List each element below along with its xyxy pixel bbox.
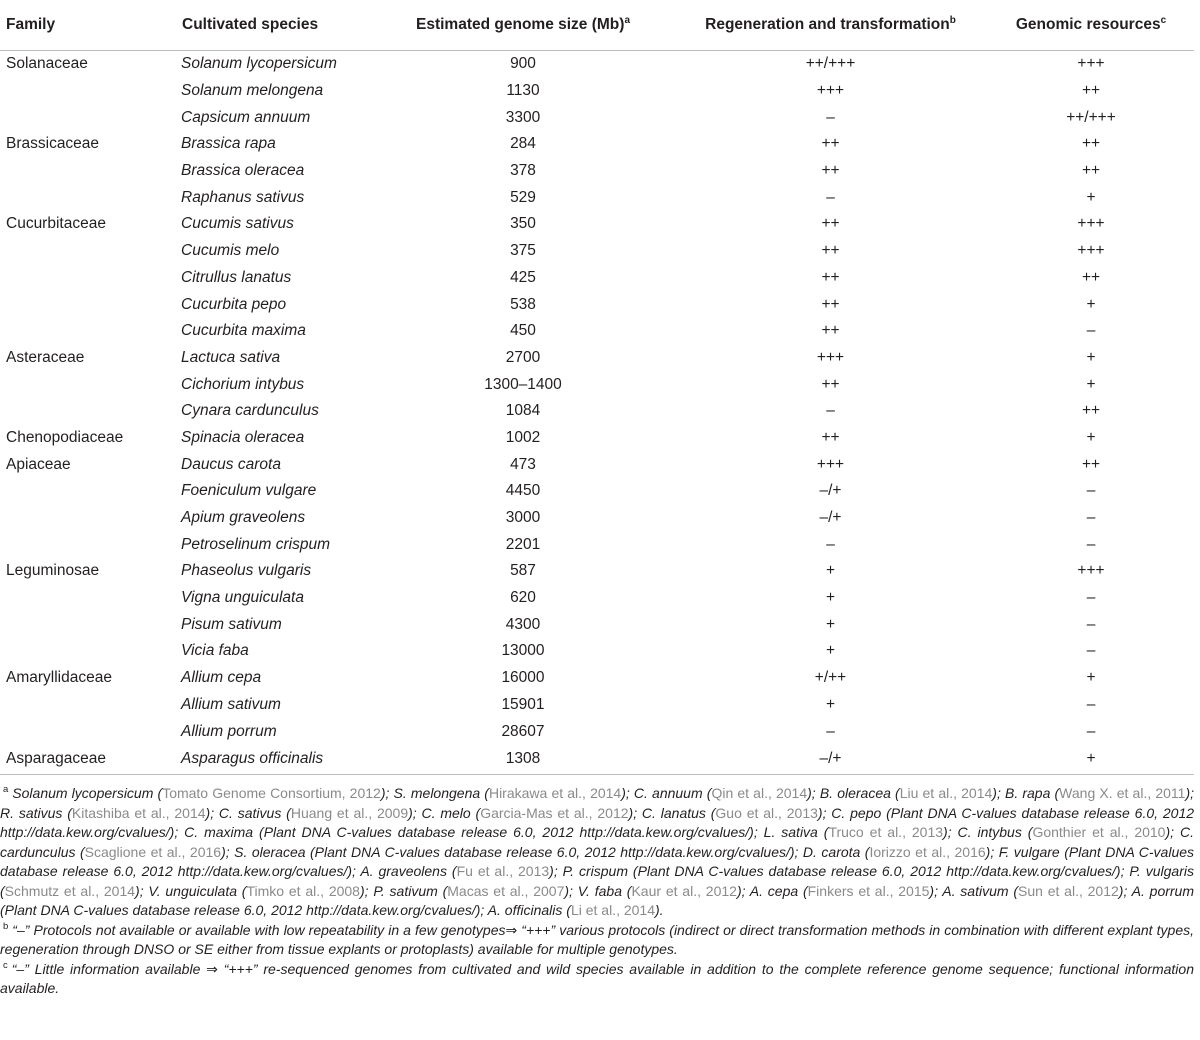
citation-link[interactable]: Guo et al., 2013 <box>715 804 818 821</box>
table-row <box>0 211 1194 238</box>
header-species: Cultivated species <box>155 0 373 51</box>
table-row <box>0 478 1194 505</box>
genome-size-cell: 2201 <box>505 535 541 553</box>
citation-link[interactable]: Scaglione et al., 2016 <box>84 843 222 860</box>
regeneration-cell: + <box>825 562 836 580</box>
footnote-b-marker: b <box>3 920 9 932</box>
footnote-text-segment: ); A. cepa ( <box>736 882 808 899</box>
family-cell <box>0 238 155 265</box>
genome-size-cell: 1300–1400 <box>484 375 562 393</box>
species-cell: Brassica rapa <box>181 135 276 153</box>
genome-size-cell: 450 <box>510 322 536 340</box>
footnote-text-segment: Solanum lycopersicum ( <box>12 785 163 801</box>
footnote-text-segment: ); S. melongena ( <box>380 785 489 801</box>
regeneration-cell: ++ <box>821 162 840 180</box>
genome-size-cell: 1308 <box>373 745 673 775</box>
regeneration-cell: + <box>825 695 836 713</box>
footnote-b <box>0 921 1194 960</box>
genomic-resources-cell: + <box>1086 348 1096 366</box>
table-row <box>0 745 1194 775</box>
regeneration-cell: ++ <box>821 242 840 260</box>
citation-link[interactable]: Garcia-Mas et al., 2012 <box>480 804 629 821</box>
table-row <box>0 291 1194 318</box>
species-cell: Vigna unguiculata <box>181 589 304 607</box>
genomic-resources-cell: + <box>988 745 1194 775</box>
footnote-text-segment: ); C. pepo (Plant DNA C-values database release 6.0, 2012 http://data.kew.org/cvalues/); C. maxima (Plant DNA C-values database release 6.0, 2012 http://data.kew.org/cvalues/); L. sativa ( <box>0 804 1195 840</box>
citation-link[interactable]: Gonthier et al., 2010 <box>1032 824 1166 840</box>
footnote-text-segment: ); S. oleracea (Plant DNA C-values database release 6.0, 2012 http://data.kew.org/cvalues/); D. carota ( <box>221 843 870 860</box>
regeneration-cell: –/+ <box>673 745 988 775</box>
genomic-resources-cell: +++ <box>1077 242 1105 260</box>
regeneration-cell: + <box>825 615 836 633</box>
footnote-text-segment: ); B. oleracea ( <box>807 785 900 801</box>
genomic-resources-cell: +++ <box>1077 562 1105 580</box>
species-cell: Cucumis sativus <box>181 215 294 233</box>
citation-link[interactable]: Tomato Genome Consortium, 2012 <box>162 785 381 801</box>
citation-link[interactable]: Hirakawa et al., 2014 <box>488 785 622 801</box>
footnote-text-segment: ); V. unguiculata ( <box>135 882 247 899</box>
genomic-resources-cell: ++ <box>1081 455 1101 473</box>
genome-size-cell: 375 <box>510 242 536 260</box>
species-cell: Solanum lycopersicum <box>181 55 337 73</box>
family-cell <box>0 505 155 532</box>
family-cell: Chenopodiaceae <box>6 428 124 446</box>
species-cell: Asparagus officinalis <box>155 745 373 775</box>
citation-link[interactable]: Fu et al., 2013 <box>456 863 550 879</box>
family-cell <box>0 638 155 665</box>
footnote-text-segment: ); C. sativus ( <box>205 804 291 821</box>
table-header-row <box>0 0 1194 51</box>
table-row <box>0 638 1194 665</box>
species-cell: Lactuca sativa <box>181 348 281 366</box>
genome-size-cell: 15901 <box>501 695 545 713</box>
genome-size-cell: 529 <box>510 188 536 206</box>
genomic-resources-cell: – <box>1086 322 1096 340</box>
species-cell: Solanum melongena <box>181 82 324 100</box>
table-row <box>0 531 1194 558</box>
regeneration-cell: ++ <box>821 215 840 233</box>
genomic-resources-cell: – <box>1086 509 1096 527</box>
genome-size-cell: 1130 <box>506 82 540 100</box>
species-cell: Cucumis melo <box>181 242 280 260</box>
citation-link[interactable]: Kitashiba et al., 2014 <box>71 804 206 821</box>
genomic-resources-cell: + <box>1086 669 1096 687</box>
species-cell: Capsicum annuum <box>181 108 311 126</box>
footnote-c-text: “–” Little information available ⇒ “+++” re-sequenced genomes from cultivated and wild species available in addition to the complete reference genome sequence; functional information available. <box>0 960 1194 996</box>
table-row <box>0 611 1194 638</box>
citation-link[interactable]: Truco et al., 2013 <box>828 824 944 840</box>
footnote-marker-b: b <box>949 14 956 26</box>
family-cell <box>0 318 155 345</box>
table-row <box>0 345 1194 372</box>
genome-size-cell: 900 <box>510 55 536 73</box>
footnote-marker-a: a <box>624 14 630 26</box>
footnote-text-segment: ); F. vulgare (Plant DNA C-values database release 6.0, 2012 http://data.kew.org/cvalues/); A. graveolens ( <box>0 843 1195 879</box>
species-cell: Daucus carota <box>181 455 281 473</box>
footnote-text-segment: ); C. annuum ( <box>621 785 712 801</box>
footnote-a-marker: a <box>3 784 9 796</box>
genomic-resources-cell: – <box>1086 642 1096 660</box>
species-cell: Raphanus sativus <box>181 188 305 206</box>
species-cell: Vicia faba <box>181 642 249 660</box>
family-cell: Amaryllidaceae <box>6 669 112 687</box>
citation-link[interactable]: Schmutz et al., 2014 <box>4 882 136 899</box>
species-cell: Citrullus lanatus <box>181 268 292 286</box>
citation-link[interactable]: Kaur et al., 2012 <box>631 882 737 899</box>
species-cell: Apium graveolens <box>181 509 306 527</box>
footnote-text-segment: ). <box>655 902 664 918</box>
regeneration-cell: – <box>826 108 835 126</box>
table-row <box>0 451 1194 478</box>
footnote-b-text: “–” Protocols not available or available with low repeatability in a few genotypes⇒ “+++” various protocols (indirect or direct transformation methods in combination with different explant types, regeneration through DNSO or SE either from tissue explants or protoplasts) available for multiple genotypes. <box>0 921 1194 957</box>
genome-size-cell: 3000 <box>505 509 541 527</box>
family-cell <box>0 611 155 638</box>
citation-link[interactable]: Sun et al., 2012 <box>1017 882 1119 899</box>
header-genome-size: Estimated genome size $(Mb)^a$ <box>373 0 673 51</box>
genome-size-cell: 1002 <box>505 428 541 446</box>
table-row <box>0 184 1194 211</box>
footnote-text-segment: ); C. melo ( <box>408 804 481 821</box>
family-cell <box>0 718 155 745</box>
citation-link[interactable]: Wang X. et al., 2011 <box>1059 785 1186 801</box>
family-cell <box>0 531 155 558</box>
genome-size-cell: 3300 <box>505 108 541 126</box>
family-cell: Apiaceae <box>6 455 71 473</box>
genomic-resources-cell: ++ <box>1081 268 1101 286</box>
regeneration-cell: ++ <box>821 428 840 446</box>
table-row <box>0 51 1194 78</box>
header-regeneration: Regeneration and transformation$^b$ <box>673 0 988 51</box>
genomic-resources-cell: + <box>1086 428 1096 446</box>
regeneration-cell: ++ <box>821 268 840 286</box>
table-row <box>0 318 1194 345</box>
citation-link[interactable]: Liu et al., 2014 <box>899 785 993 801</box>
regeneration-cell: – <box>826 402 835 420</box>
genomic-resources-cell: ++ <box>1081 82 1101 100</box>
footnote-c <box>0 960 1194 999</box>
genome-size-cell: 28607 <box>501 722 545 740</box>
table-row <box>0 131 1194 158</box>
family-cell <box>0 158 155 185</box>
footnote-text-segment: ); R. sativus ( <box>0 785 1195 821</box>
family-cell <box>0 78 155 105</box>
footnote-text-segment: ); C. cardunculus ( <box>0 824 1194 860</box>
genome-size-cell: 16000 <box>501 669 545 687</box>
family-cell <box>0 585 155 612</box>
species-cell: Cucurbita maxima <box>181 322 306 340</box>
table-row <box>0 78 1194 105</box>
footnote-text-segment: ); P. sativum ( <box>359 882 448 899</box>
species-cell: Brassica oleracea <box>181 162 305 180</box>
table-row <box>0 505 1194 532</box>
genome-size-cell: 13000 <box>501 642 545 660</box>
regeneration-cell: ++ <box>821 322 840 340</box>
table-row <box>0 398 1194 425</box>
genome-size-cell: 620 <box>510 589 536 607</box>
genomic-resources-cell: – <box>1086 589 1096 607</box>
genomic-resources-cell: ++ <box>1081 402 1101 420</box>
species-cell: Phaseolus vulgaris <box>181 562 312 580</box>
footnote-a-text <box>0 785 1194 918</box>
footnote-marker-c: c <box>1160 14 1167 26</box>
family-cell: Leguminosae <box>6 562 100 580</box>
genomic-resources-cell: – <box>1086 695 1096 713</box>
citation-link[interactable]: Timko et al., 2008 <box>246 882 360 899</box>
table-row <box>0 692 1194 719</box>
footnote-text-segment: ); P. crispum (Plant DNA C-values database release 6.0, 2012 http://data.kew.org/cvalues/); P. vulgaris ( <box>0 863 1194 899</box>
genome-size-cell: 1084 <box>505 402 541 420</box>
regeneration-cell: ++ <box>821 295 840 313</box>
table-row <box>0 238 1194 265</box>
family-cell <box>0 265 155 292</box>
family-cell <box>0 478 155 505</box>
footnote-c-marker: c <box>3 959 8 971</box>
genome-size-cell: 378 <box>510 162 536 180</box>
genome-size-cell: 2700 <box>505 348 541 366</box>
table-row <box>0 158 1194 185</box>
regeneration-cell: – <box>826 722 835 740</box>
genomic-resources-cell: + <box>1086 375 1096 393</box>
table-row <box>0 585 1194 612</box>
genomic-resources-cell: ++ <box>1081 162 1101 180</box>
table-row <box>0 425 1194 452</box>
family-cell <box>0 291 155 318</box>
table-row <box>0 665 1194 692</box>
family-cell <box>0 398 155 425</box>
table-body <box>0 51 1194 775</box>
regeneration-cell: ++ <box>821 375 840 393</box>
genome-size-cell: 538 <box>510 295 536 313</box>
family-cell: Cucurbitaceae <box>6 215 106 233</box>
regeneration-cell: + <box>825 589 836 607</box>
regeneration-cell: ++/+++ <box>805 55 856 73</box>
regeneration-cell: – <box>826 535 835 553</box>
species-cell: Spinacia oleracea <box>181 428 305 446</box>
genome-size-cell: 587 <box>510 562 536 580</box>
footnote-text-segment: ); C. lanatus ( <box>628 804 716 821</box>
footnote-text-segment: ); V. faba ( <box>564 882 632 899</box>
genome-size-cell: 350 <box>510 215 536 233</box>
genome-size-cell: 4450 <box>505 482 541 500</box>
citation-link[interactable]: Finkers et al., 2015 <box>807 882 930 899</box>
table-row <box>0 371 1194 398</box>
genomic-resources-cell: – <box>1086 535 1096 553</box>
regeneration-cell: +/++ <box>814 669 847 687</box>
species-cell: Foeniculum vulgare <box>181 482 317 500</box>
genome-size-cell: 284 <box>510 135 536 153</box>
regeneration-cell: ++ <box>821 135 840 153</box>
regeneration-cell: +++ <box>816 82 845 100</box>
species-cell: Cichorium intybus <box>181 375 305 393</box>
footnote-text-segment: ); B. rapa ( <box>992 785 1060 801</box>
genomic-resources-cell: – <box>1086 482 1096 500</box>
species-cell: Petroselinum crispum <box>181 535 331 553</box>
genome-size-cell: 425 <box>510 268 536 286</box>
table-row <box>0 104 1194 131</box>
family-cell: Solanaceae <box>6 55 88 73</box>
species-cell: Cynara cardunculus <box>181 402 319 420</box>
genomic-resources-cell: – <box>1086 722 1096 740</box>
footnote-text-segment: ); C. intybus ( <box>943 824 1033 840</box>
genomic-resources-cell: ++/+++ <box>1066 108 1116 126</box>
footnotes <box>0 784 1194 999</box>
table-row <box>0 718 1194 745</box>
species-cell: Pisum sativum <box>181 615 282 633</box>
genomic-resources-cell: – <box>1086 615 1096 633</box>
species-cell: Allium cepa <box>181 669 262 687</box>
header-genomic-resources: Genomic resources$^c$ <box>988 0 1194 51</box>
family-cell <box>0 692 155 719</box>
species-cell: Cucurbita pepo <box>181 295 287 313</box>
regeneration-cell: +++ <box>816 455 845 473</box>
table-row <box>0 558 1194 585</box>
genomic-resources-cell: + <box>1086 188 1096 206</box>
family-cell: Asparagaceae <box>0 745 155 775</box>
citation-link[interactable]: Li et al., 2014 <box>570 902 655 918</box>
regeneration-cell: +++ <box>816 348 845 366</box>
genome-size-cell: 4300 <box>505 615 541 633</box>
family-cell <box>0 104 155 131</box>
footnote-text-segment: ); A. sativum ( <box>929 882 1018 899</box>
genomic-resources-cell: + <box>1086 295 1096 313</box>
citation-link[interactable]: Huang et al., 2009 <box>290 804 409 821</box>
regeneration-cell: –/+ <box>819 482 842 500</box>
species-cell: Allium sativum <box>181 695 281 713</box>
regeneration-cell: – <box>826 188 835 206</box>
citation-link[interactable]: Iorizzo et al., 2016 <box>869 843 986 860</box>
family-cell: Asteraceae <box>6 348 85 366</box>
citation-link[interactable]: Qin et al., 2014 <box>711 785 808 801</box>
regeneration-cell: –/+ <box>819 509 842 527</box>
footnote-text-segment: ); A. porrum (Plant DNA C-values database release 6.0, 2012 http://data.kew.org/cvalues/); A. officinalis ( <box>0 882 1195 918</box>
regeneration-cell: + <box>825 642 836 660</box>
citation-link[interactable]: Macas et al., 2007 <box>447 882 565 899</box>
genomic-resources-cell: +++ <box>1077 215 1105 233</box>
genomic-resources-cell: ++ <box>1081 135 1101 153</box>
table-row <box>0 265 1194 292</box>
header-family: Family <box>0 0 155 51</box>
genome-size-cell: 473 <box>510 455 536 473</box>
genomic-resources-cell: +++ <box>1077 55 1105 73</box>
footnote-a <box>0 784 1194 921</box>
family-cell <box>0 371 155 398</box>
family-cell <box>0 184 155 211</box>
species-cell: Allium porrum <box>181 722 277 740</box>
family-cell: Brassicaceae <box>6 135 100 153</box>
